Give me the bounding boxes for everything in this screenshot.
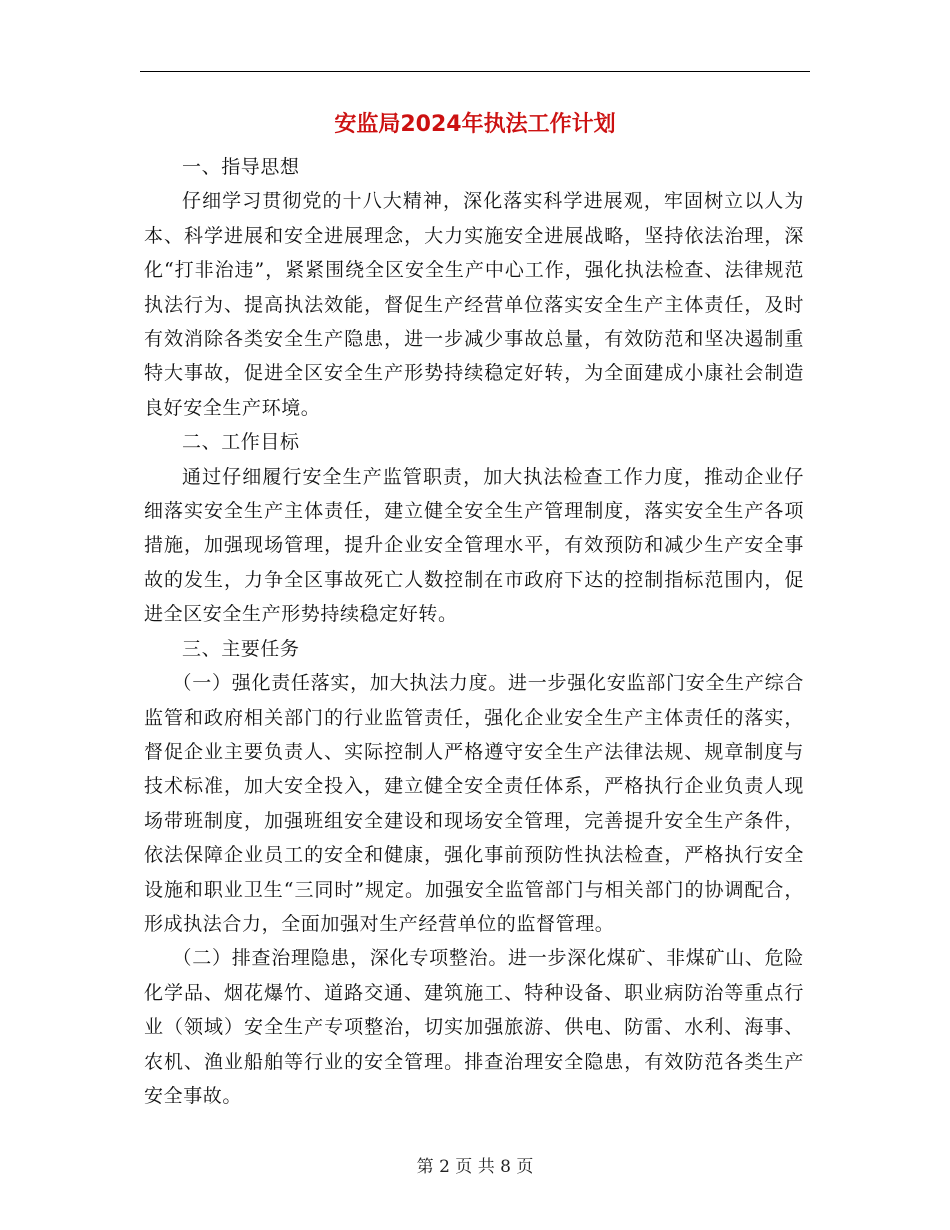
paragraph-guiding-ideology: 仔细学习贯彻党的十八大精神，深化落实科学进展观，牢固树立以人为本、科学进展和安全进展理念，大力实施安全进展战略，坚持依法治理，深化“打非治违”，紧紧围绕全区安全生产中心工作，强化执法检查、法律规范执法行为、提高执法效能，督促生产经营单位落实安全生产主体责任，及时有效消除各类安全生产隐患，进一步减少事故总量，有效防范和坚决遏制重特大事故，促进全区安全生产形势持续稳定好转，为全面建成小康社会制造良好安全生产环境。	[144, 190, 804, 419]
paragraph-task-1: （一）强化责任落实，加大执法力度。进一步强化安监部门安全生产综合监管和政府相关部门的行业监管责任，强化企业安全生产主体责任的落实，督促企业主要负责人、实际控制人严格遵守安全生产法律法规、规章制度与技术标准，加大安全投入，建立健全安全责任体系，严格执行企业负责人现场带班制度，加强班组安全建设和现场安全管理，完善提升安全生产条件，依法保障企业员工的安全和健康，强化事前预防性执法检查，严格执行安全设施和职业卫生“三同时”规定。加强安全监管部门与相关部门的协调配合，形成执法合力，全面加强对生产经营单位的监督管理。	[144, 672, 804, 935]
paragraph-work-goals: 通过仔细履行安全生产监管职责，加大执法检查工作力度，推动企业仔细落实安全生产主体责任，建立健全安全生产管理制度，落实安全生产各项措施，加强现场管理，提升企业安全管理水平，有效预防和减少生产安全事故的发生，力争全区事故死亡人数控制在市政府下达的控制指标范围内，促进全区安全生产形势持续稳定好转。	[144, 465, 804, 626]
page-number: 第 2 页 共 8 页	[416, 1157, 534, 1177]
section-heading-guiding-ideology: 一、指导思想	[182, 156, 300, 178]
document-title: 安监局2024年执法工作计划	[334, 112, 616, 137]
section-heading-main-tasks: 三、主要任务	[182, 637, 300, 660]
document-body	[144, 150, 804, 1113]
section-heading-work-goals: 二、工作目标	[182, 431, 300, 454]
header-rule	[140, 71, 810, 72]
paragraph-task-2: （二）排查治理隐患，深化专项整治。进一步深化煤矿、非煤矿山、危险化学品、烟花爆竹、道路交通、建筑施工、特种设备、职业病防治等重点行业（领域）安全生产专项整治，切实加强旅游、供电、防雷、水利、海事、农机、渔业船舶等行业的安全管理。排查治理安全隐患，有效防范各类生产安全事故。	[144, 947, 804, 1107]
